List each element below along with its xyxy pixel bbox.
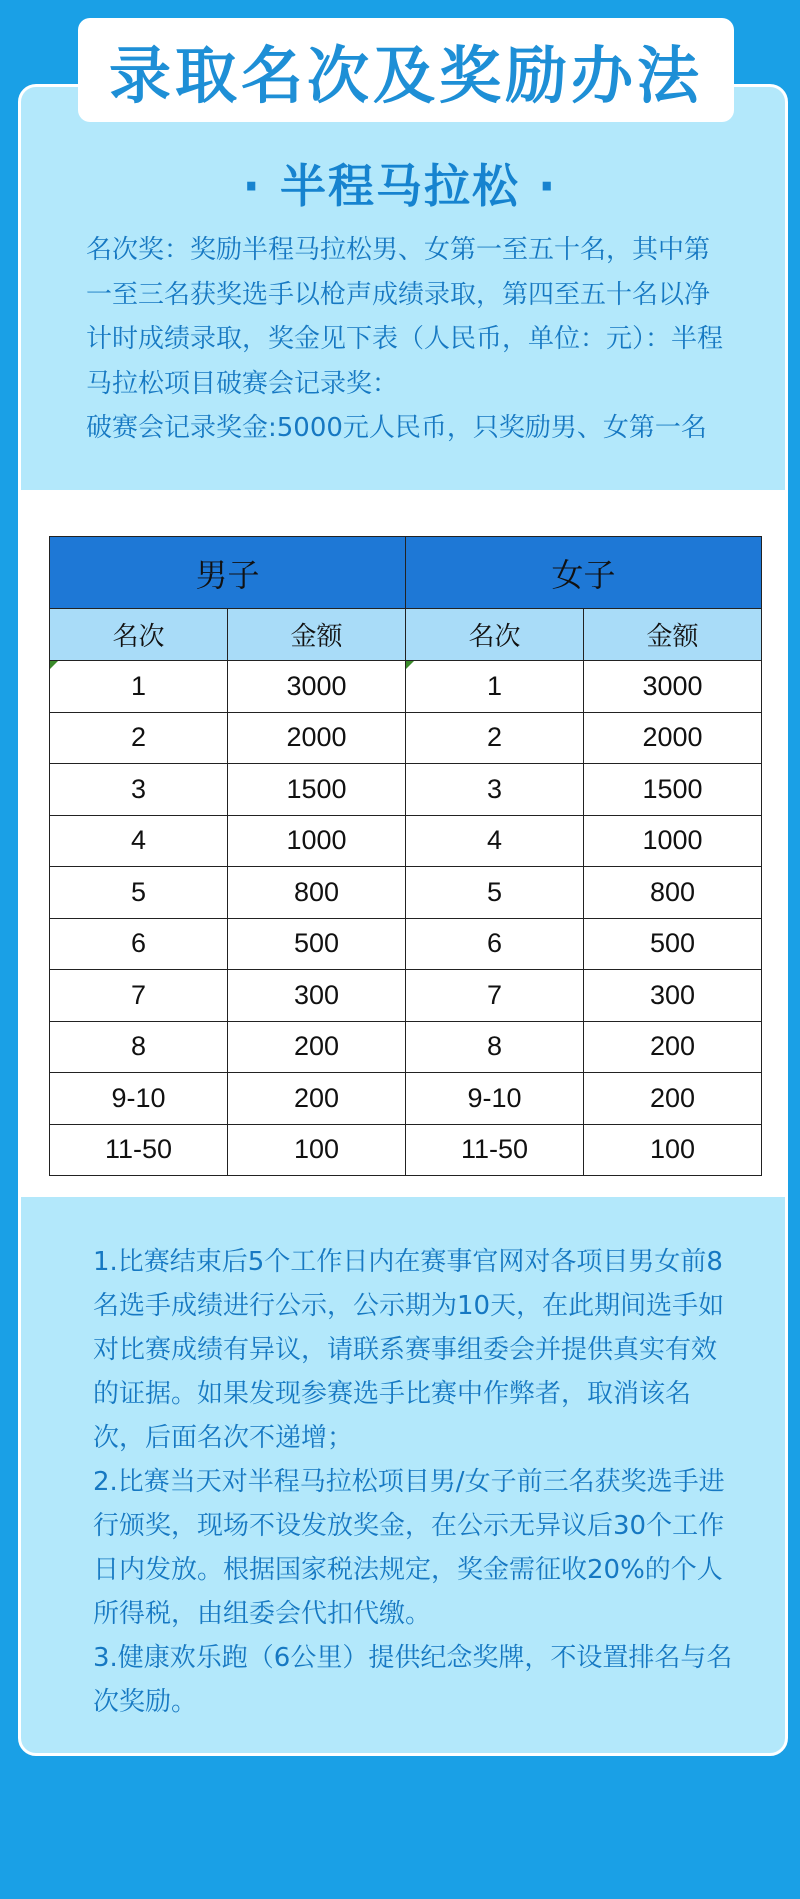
table-row xyxy=(50,712,762,764)
women-rank-cell: 5 xyxy=(406,867,584,919)
women-amount-cell: 1500 xyxy=(584,764,762,816)
women-rank-cell: 4 xyxy=(406,815,584,867)
men-rank-cell: 1 xyxy=(50,661,228,713)
women-rank-cell: 2 xyxy=(406,712,584,764)
table-row xyxy=(50,1073,762,1125)
women-rank-header: 名次 xyxy=(406,609,584,661)
men-rank-cell: 6 xyxy=(50,918,228,970)
men-amount-cell: 1500 xyxy=(228,764,406,816)
title-banner xyxy=(78,18,734,122)
women-rank-cell: 7 xyxy=(406,970,584,1022)
men-rank-cell: 8 xyxy=(50,1021,228,1073)
men-rank-header: 名次 xyxy=(50,609,228,661)
note-3: 3.健康欢乐跑（6公里）提供纪念奖牌，不设置排名与名次奖励。 xyxy=(93,1643,733,1717)
intro-paragraph-1: 名次奖：奖励半程马拉松男、女第一至五十名，其中第一至三名获奖选手以枪声成绩录取，第四至五十名以净计时成绩录取，奖金见下表（人民币，单位：元）：半程马拉松项目破赛会记录奖： xyxy=(86,235,724,399)
intro-paragraph-2: 破赛会记录奖金:5000元人民币，只奖励男、女第一名 xyxy=(86,413,707,443)
intro-text xyxy=(86,228,726,451)
men-amount-cell: 3000 xyxy=(228,661,406,713)
women-amount-cell: 300 xyxy=(584,970,762,1022)
notes-text xyxy=(93,1240,733,1724)
men-rank-cell: 4 xyxy=(50,815,228,867)
men-rank-cell: 9-10 xyxy=(50,1073,228,1125)
section-title: · 半程马拉松 · xyxy=(242,159,558,213)
note-1: 1.比赛结束后5个工作日内在赛事官网对各项目男女前8名选手成绩进行公示，公示期为10天，在此期间选手如对比赛成绩有异议，请联系赛事组委会并提供真实有效的证据。如果发现参赛选手比赛中作弊者，取消该名次，后面名次不递增； xyxy=(93,1247,725,1453)
table-row xyxy=(50,970,762,1022)
men-rank-cell: 5 xyxy=(50,867,228,919)
women-amount-cell: 2000 xyxy=(584,712,762,764)
women-amount-cell: 1000 xyxy=(584,815,762,867)
table-row xyxy=(50,764,762,816)
women-header: 女子 xyxy=(406,537,762,609)
women-rank-cell: 3 xyxy=(406,764,584,816)
men-amount-header: 金额 xyxy=(228,609,406,661)
women-rank-cell: 11-50 xyxy=(406,1124,584,1176)
women-amount-cell: 200 xyxy=(584,1021,762,1073)
women-rank-cell: 6 xyxy=(406,918,584,970)
women-amount-header: 金额 xyxy=(584,609,762,661)
men-rank-cell: 3 xyxy=(50,764,228,816)
women-amount-cell: 200 xyxy=(584,1073,762,1125)
men-rank-cell: 11-50 xyxy=(50,1124,228,1176)
table-row xyxy=(50,661,762,713)
women-amount-cell: 500 xyxy=(584,918,762,970)
note-2: 2.比赛当天对半程马拉松项目男/女子前三名获奖选手进行颁奖，现场不设发放奖金，在公示无异议后30个工作日内发放。根据国家税法规定，奖金需征收20%的个人所得税，由组委会代扣代缴。 xyxy=(93,1467,725,1629)
table-row xyxy=(50,815,762,867)
men-amount-cell: 1000 xyxy=(228,815,406,867)
table-row xyxy=(50,867,762,919)
men-rank-cell: 7 xyxy=(50,970,228,1022)
women-rank-cell: 9-10 xyxy=(406,1073,584,1125)
men-amount-cell: 200 xyxy=(228,1021,406,1073)
men-amount-cell: 300 xyxy=(228,970,406,1022)
men-amount-cell: 100 xyxy=(228,1124,406,1176)
women-rank-cell: 8 xyxy=(406,1021,584,1073)
table-row xyxy=(50,1021,762,1073)
men-rank-cell: 2 xyxy=(50,712,228,764)
men-amount-cell: 2000 xyxy=(228,712,406,764)
men-amount-cell: 200 xyxy=(228,1073,406,1125)
men-header: 男子 xyxy=(50,537,406,609)
women-rank-cell: 1 xyxy=(406,661,584,713)
prize-table xyxy=(49,536,762,1176)
women-amount-cell: 800 xyxy=(584,867,762,919)
page-title: 录取名次及奖励办法 xyxy=(108,38,703,112)
table-row xyxy=(50,1124,762,1176)
men-amount-cell: 800 xyxy=(228,867,406,919)
women-amount-cell: 3000 xyxy=(584,661,762,713)
table-row xyxy=(50,918,762,970)
women-amount-cell: 100 xyxy=(584,1124,762,1176)
men-amount-cell: 500 xyxy=(228,918,406,970)
